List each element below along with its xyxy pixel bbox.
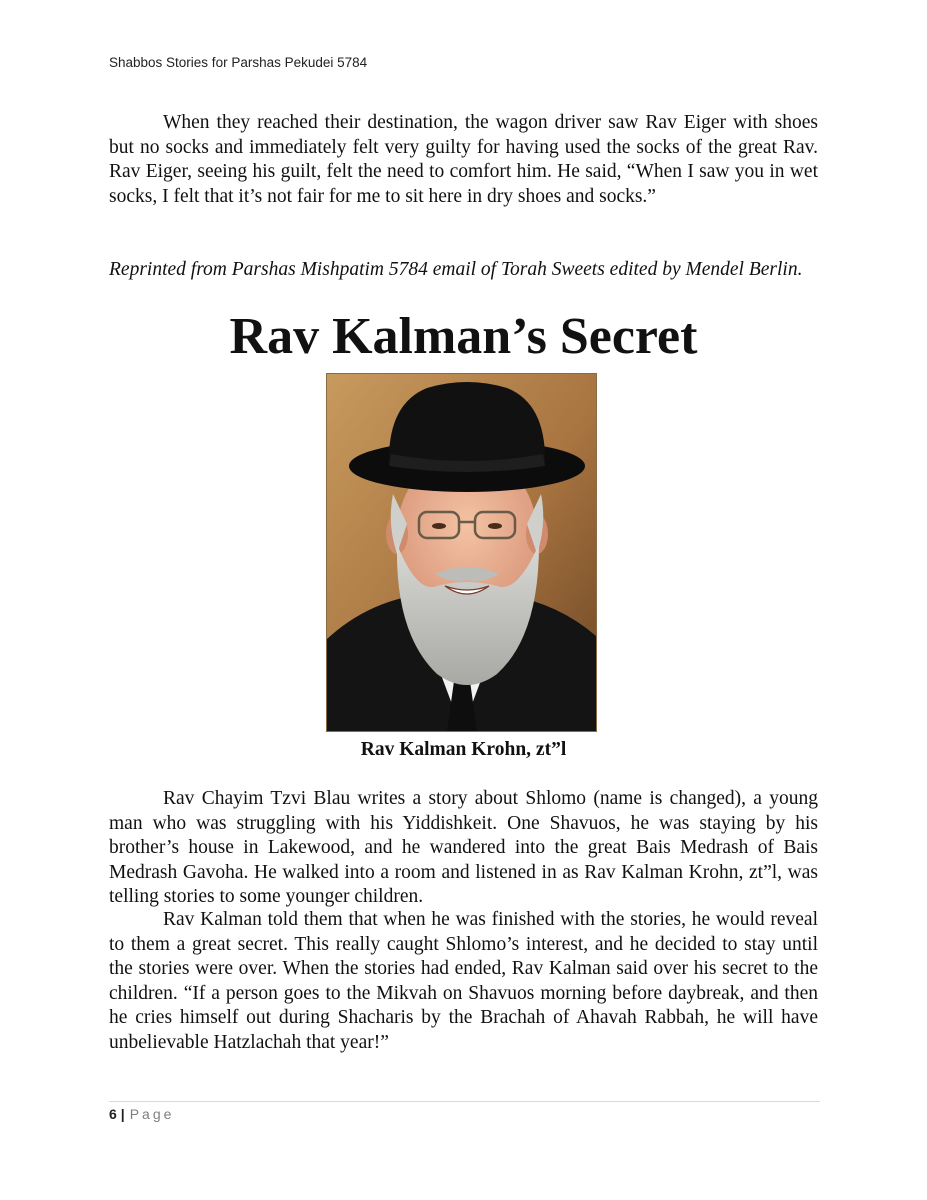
footer-divider [109,1101,820,1102]
page-number: 6 [109,1106,117,1122]
running-header: Shabbos Stories for Parshas Pekudei 5784 [109,55,368,70]
footer-separator: | [120,1106,125,1122]
page-footer [109,1106,174,1122]
story-paragraph: Rav Chayim Tzvi Blau writes a story about Shlomo (name is changed), a young man who was struggling with his Yiddishkeit. One Shavuos, he was staying by his brother’s house in Lakewood, and he wandered into the great Bais Medrash of Bais Medrash Gavoha. He walked into a room and listened in as Rav Kalman Krohn, zt”l, was telling stories to some younger children. [109,788,818,907]
photo-caption: Rav Kalman Krohn, zt”l [360,739,567,760]
story-paragraph: When they reached their destination, the wagon driver saw Rav Eiger with shoes but no socks and immediately felt very guilty for having used the socks of the great Rav. Rav Eiger, seeing his guilt, felt the need to comfort him. He said, “When I saw you in wet socks, I felt that it’s not fair for me to sit here in dry shoes and socks.” [109,112,818,207]
reprint-credit: Reprinted from Parshas Mishpatim 5784 email of Torah Sweets edited by Mendel Berlin. [109,259,803,280]
page-label: Page [129,1106,175,1122]
story-title: Rav Kalman’s Secret [229,308,698,365]
portrait-photo [326,373,597,732]
story-paragraph: Rav Kalman told them that when he was finished with the stories, he would reveal to them a great secret. This really caught Shlomo’s interest, and he decided to stay until the stories were over. When the stories had ended, Rav Kalman said over his secret to the children. “If a person goes to the Mikvah on Shavuos morning before daybreak, and then he cries himself out during Shacharis by the Brachah of Ahavah Rabbah, he will have unbelievable Hatzlachah that year!” [109,909,818,1053]
